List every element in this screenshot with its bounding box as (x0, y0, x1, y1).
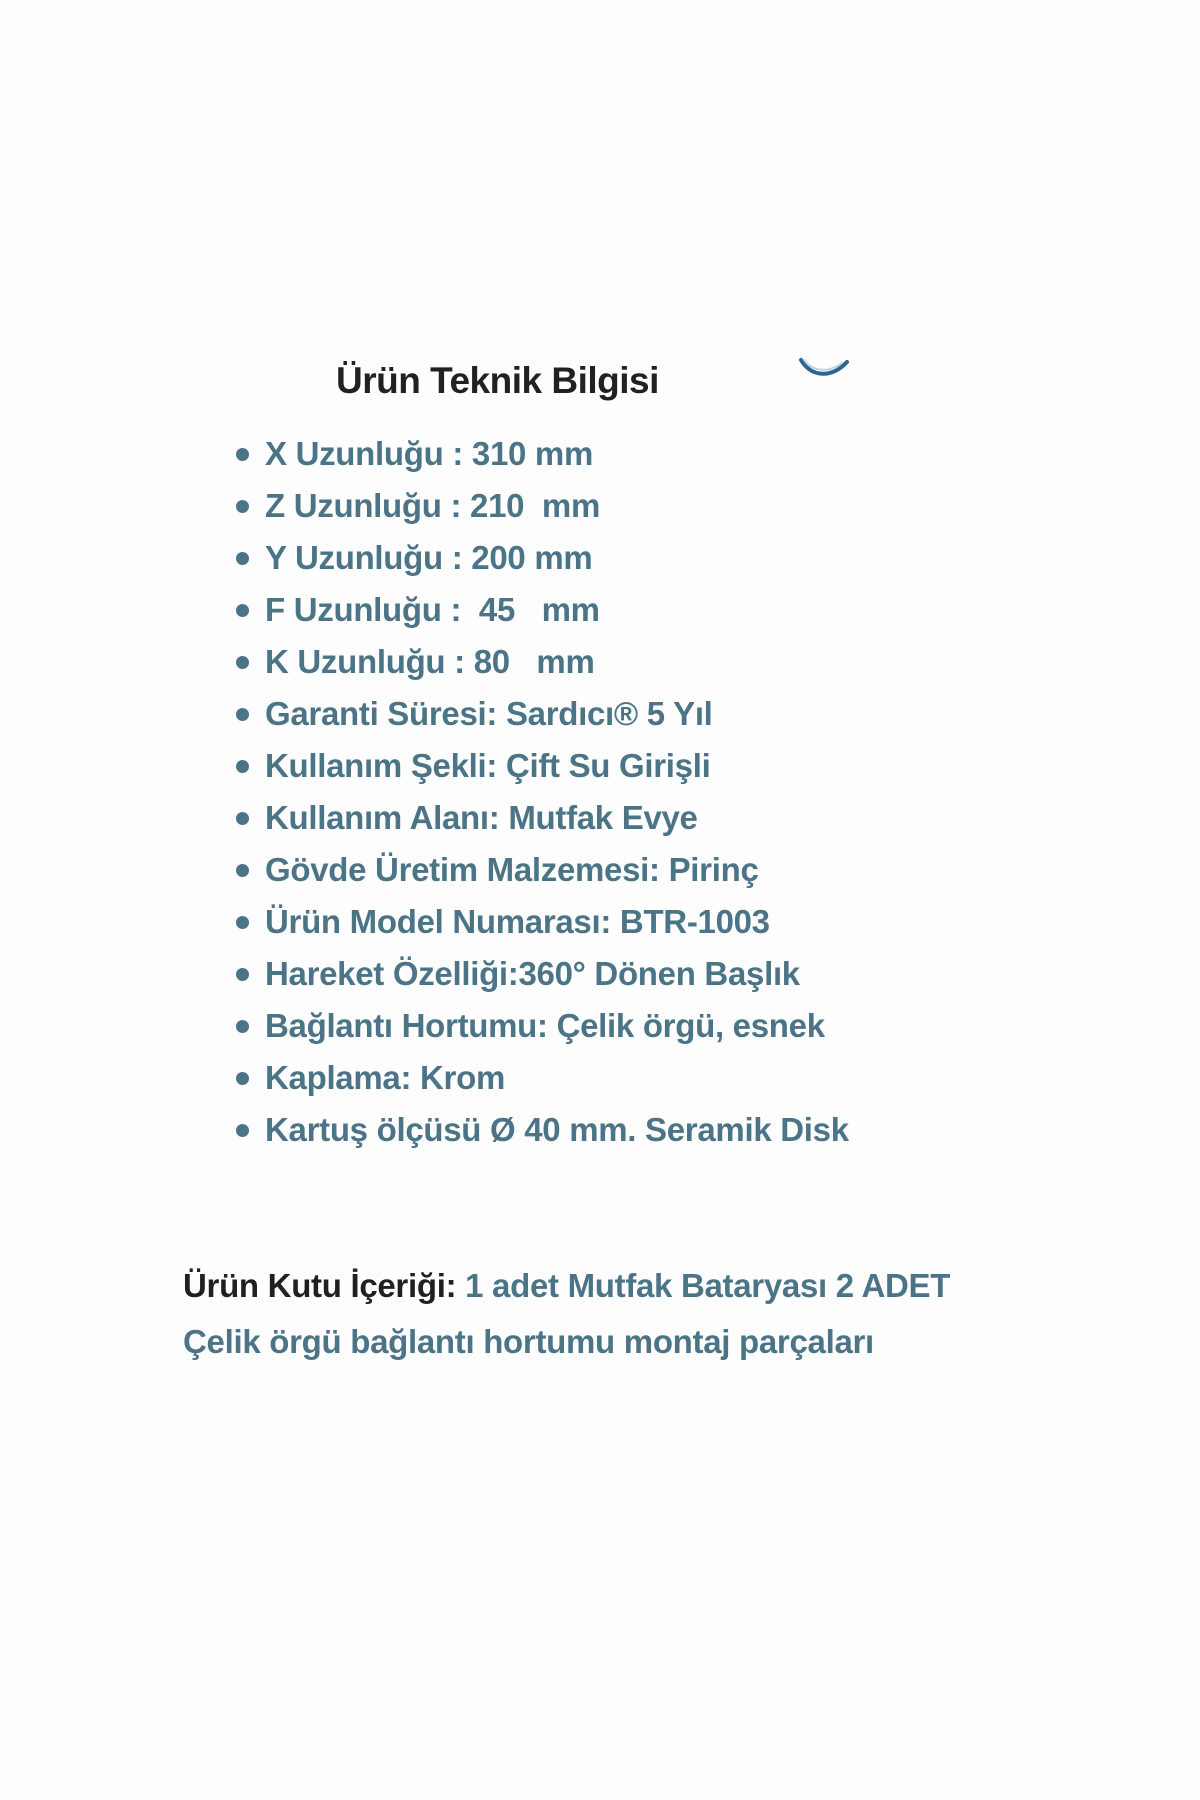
bullet-dot-icon (236, 760, 249, 773)
spec-item (236, 792, 849, 844)
spec-item (236, 740, 849, 792)
spec-item-text: Kullanım Alanı: Mutfak Evye (265, 799, 698, 836)
bullet-dot-icon (236, 604, 249, 617)
spec-item-text: K Uzunluğu : 80 mm (265, 643, 595, 680)
bullet-dot-icon (236, 1072, 249, 1085)
spec-item-text: Z Uzunluğu : 210 mm (265, 487, 601, 524)
bullet-dot-icon (236, 552, 249, 565)
bullet-dot-icon (236, 1020, 249, 1033)
spec-item (236, 948, 849, 1000)
spec-item (236, 1052, 849, 1104)
box-contents-paragraph (183, 1258, 1033, 1370)
spec-item-text: Garanti Süresi: Sardıcı® 5 Yıl (265, 695, 713, 732)
spec-item (236, 1000, 849, 1052)
bullet-dot-icon (236, 1124, 249, 1137)
bullet-dot-icon (236, 864, 249, 877)
spec-item (236, 844, 849, 896)
spec-item-text: Bağlantı Hortumu: Çelik örgü, esnek (265, 1007, 825, 1044)
spec-item (236, 532, 849, 584)
bullet-dot-icon (236, 656, 249, 669)
spec-item (236, 428, 849, 480)
spec-item-text: Hareket Özelliği:360° Dönen Başlık (265, 955, 800, 992)
bullet-dot-icon (236, 708, 249, 721)
bullet-dot-icon (236, 500, 249, 513)
spec-item (236, 688, 849, 740)
bullet-dot-icon (236, 812, 249, 825)
box-contents-text: 1 adet Mutfak Bataryası 2 ADET Çelik örgü bağlantı hortumu montaj parçaları (183, 1267, 951, 1360)
spec-item-text: Kaplama: Krom (265, 1059, 505, 1096)
specs-list (236, 428, 849, 1156)
spec-item-text: Y Uzunluğu : 200 mm (265, 539, 593, 576)
bullet-dot-icon (236, 916, 249, 929)
spec-item-text: X Uzunluğu : 310 mm (265, 435, 594, 472)
spec-item (236, 636, 849, 688)
spec-item-text: Ürün Model Numarası: BTR-1003 (265, 903, 770, 940)
box-contents-label: Ürün Kutu İçeriği: (183, 1267, 457, 1304)
bullet-dot-icon (236, 448, 249, 461)
spec-item-text: Kullanım Şekli: Çift Su Girişli (265, 747, 711, 784)
spec-item (236, 584, 849, 636)
spec-item-text: F Uzunluğu : 45 mm (265, 591, 600, 628)
spec-item (236, 480, 849, 532)
page-title: Ürün Teknik Bilgisi (336, 360, 659, 401)
bullet-dot-icon (236, 968, 249, 981)
spec-item (236, 1104, 849, 1156)
spec-item (236, 896, 849, 948)
partial-logo-arc-icon (798, 354, 850, 384)
spec-item-text: Gövde Üretim Malzemesi: Pirinç (265, 851, 759, 888)
spec-item-text: Kartuş ölçüsü Ø 40 mm. Seramik Disk (265, 1111, 849, 1148)
